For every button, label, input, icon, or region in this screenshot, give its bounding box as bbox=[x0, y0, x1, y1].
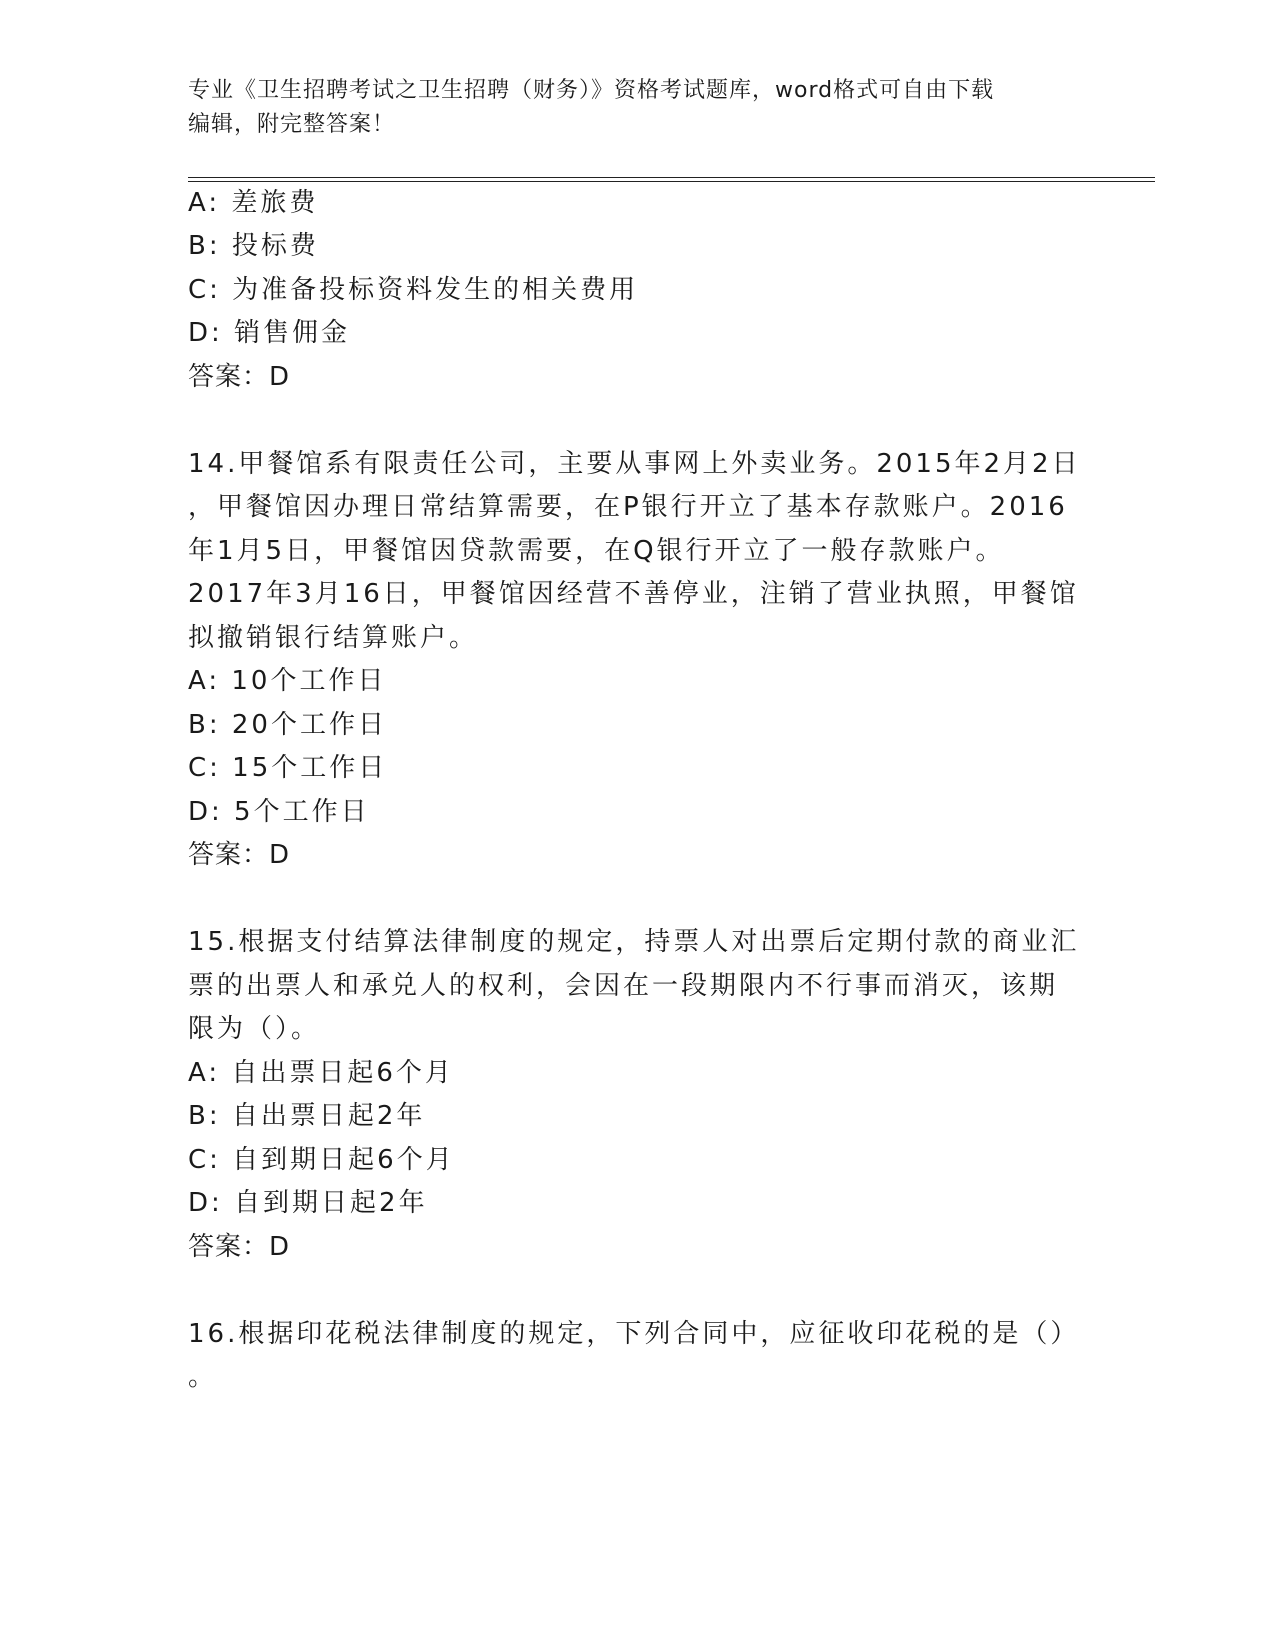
option-b: B: 自出票日起2年 bbox=[188, 1101, 426, 1131]
question-stem-line: 。 bbox=[188, 1362, 218, 1392]
option-a: A: 差旅费 bbox=[188, 188, 319, 218]
option-a: A: 自出票日起6个月 bbox=[188, 1058, 454, 1088]
option-a: A: 10个工作日 bbox=[188, 666, 387, 696]
answer: 答案：D bbox=[188, 840, 291, 870]
question-stem-line: 16.根据印花税法律制度的规定，下列合同中，应征收印花税的是（） bbox=[188, 1319, 1080, 1349]
question-stem-line: 拟撤销银行结算账户。 bbox=[188, 623, 479, 653]
document-header bbox=[188, 74, 1088, 142]
answer: 答案：D bbox=[188, 362, 291, 392]
option-d: D: 5个工作日 bbox=[188, 797, 370, 827]
header-divider bbox=[188, 177, 1155, 182]
answer: 答案：D bbox=[188, 1232, 291, 1262]
option-d: D: 自到期日起2年 bbox=[188, 1188, 428, 1218]
question-stem-line: 2017年3月16日，甲餐馆因经营不善停业，注销了营业执照，甲餐馆 bbox=[188, 579, 1079, 609]
question-stem-line: 14.甲餐馆系有限责任公司，主要从事网上外卖业务。2015年2月2日 bbox=[188, 449, 1081, 479]
question-stem-line: ，甲餐馆因办理日常结算需要，在P银行开立了基本存款账户。2016 bbox=[188, 492, 1068, 522]
option-d: D: 销售佣金 bbox=[188, 318, 351, 348]
option-c: C: 为准备投标资料发生的相关费用 bbox=[188, 275, 639, 305]
option-c: C: 自到期日起6个月 bbox=[188, 1145, 455, 1175]
question-stem-line: 限为（）。 bbox=[188, 1014, 321, 1044]
question-stem-line: 年1月5日，甲餐馆因贷款需要，在Q银行开立了一般存款账户。 bbox=[188, 536, 1005, 566]
question-stem-line: 15.根据支付结算法律制度的规定，持票人对出票后定期付款的商业汇 bbox=[188, 927, 1080, 957]
option-b: B: 投标费 bbox=[188, 231, 319, 261]
option-b: B: 20个工作日 bbox=[188, 710, 387, 740]
option-c: C: 15个工作日 bbox=[188, 753, 388, 783]
header-line-2: 编辑，附完整答案！ bbox=[188, 112, 396, 137]
question-stem-line: 票的出票人和承兑人的权利，会因在一段期限内不行事而消灭，该期 bbox=[188, 971, 1059, 1001]
header-line-1: 专业《卫生招聘考试之卫生招聘（财务）》资格考试题库，word格式可自由下载 bbox=[188, 78, 995, 103]
